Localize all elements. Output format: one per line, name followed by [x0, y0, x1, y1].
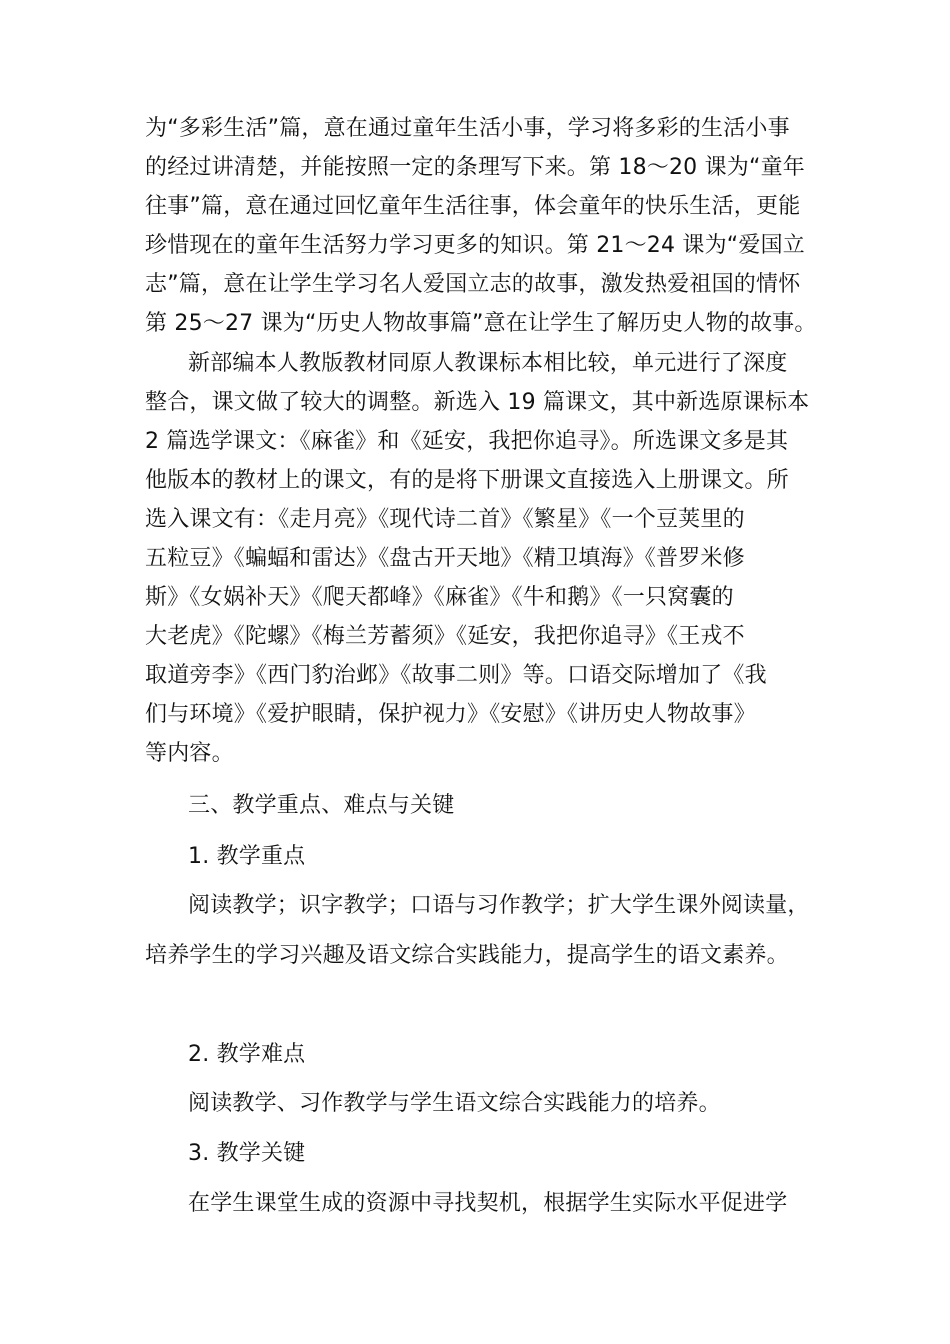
- teaching-difficulty-text: 阅读教学、习作教学与学生语文综合实践能力的培养。: [188, 1091, 721, 1116]
- paragraph-1-line-2: 的经过讲清楚，并能按照一定的条理写下来。第 18～20 课为“童年: [145, 155, 805, 180]
- paragraph-2-line-10: 们与环境》《爱护眼睛，保护视力》《安慰》《讲历史人物故事》: [145, 702, 756, 727]
- paragraph-2-line-3: 2 篇选学课文：《麻雀》和《延安，我把你追寻》。所选课文多是其: [145, 429, 789, 454]
- teaching-focus-line-1: 阅读教学；识字教学；口语与习作教学；扩大学生课外阅读量，: [188, 893, 810, 918]
- paragraph-1-line-5: 志”篇，意在让学生学习名人爱国立志的故事，激发热爱祖国的情怀: [145, 272, 801, 297]
- paragraph-1-line-4: 珍惜现在的童年生活努力学习更多的知识。第 21～24 课为“爱国立: [145, 233, 805, 258]
- paragraph-1-line-1: 为“多彩生活”篇，意在通过童年生活小事，学习将多彩的生活小事: [145, 116, 790, 141]
- paragraph-2-line-9: 取道旁李》《西门豹治邺》《故事二则》等。口语交际增加了《我: [145, 663, 767, 688]
- sub-heading-teaching-focus: 1. 教学重点: [188, 844, 306, 869]
- paragraph-2-line-7: 斯》《女娲补天》《爬天都峰》《麻雀》《牛和鹅》《一只窝囊的: [145, 585, 734, 610]
- paragraph-2-line-6: 五粒豆》《蝙蝠和雷达》《盘古开天地》《精卫填海》《普罗米修: [145, 546, 745, 571]
- sub-heading-teaching-difficulty: 2. 教学难点: [188, 1042, 306, 1067]
- paragraph-2-line-4: 他版本的教材上的课文，有的是将下册课文直接选入上册课文。所: [145, 468, 789, 493]
- paragraph-2-line-2: 整合，课文做了较大的调整。新选入 19 篇课文，其中新选原课标本: [145, 390, 810, 415]
- paragraph-2-line-1: 新部编本人教版教材同原人教课标本相比较，单元进行了深度: [188, 351, 788, 376]
- paragraph-1-line-6: 第 25～27 课为“历史人物故事篇”意在让学生了解历史人物的故事。: [145, 311, 817, 336]
- paragraph-2-line-5: 选入课文有：《走月亮》《现代诗二首》《繁星》《一个豆荚里的: [145, 507, 745, 532]
- paragraph-2-line-11: 等内容。: [145, 741, 234, 766]
- paragraph-1-line-3: 往事”篇，意在通过回忆童年生活往事，体会童年的快乐生活，更能: [145, 194, 801, 219]
- paragraph-2-line-8: 大老虎》《陀螺》《梅兰芳蓄须》《延安，我把你追寻》《王戎不: [145, 624, 745, 649]
- section-heading: 三、教学重点、难点与关键: [188, 793, 455, 818]
- sub-heading-teaching-key: 3. 教学关键: [188, 1141, 306, 1166]
- teaching-focus-line-2: 培养学生的学习兴趣及语文综合实践能力，提高学生的语文素养。: [145, 943, 789, 968]
- teaching-key-text: 在学生课堂生成的资源中寻找契机，根据学生实际水平促进学: [188, 1191, 788, 1216]
